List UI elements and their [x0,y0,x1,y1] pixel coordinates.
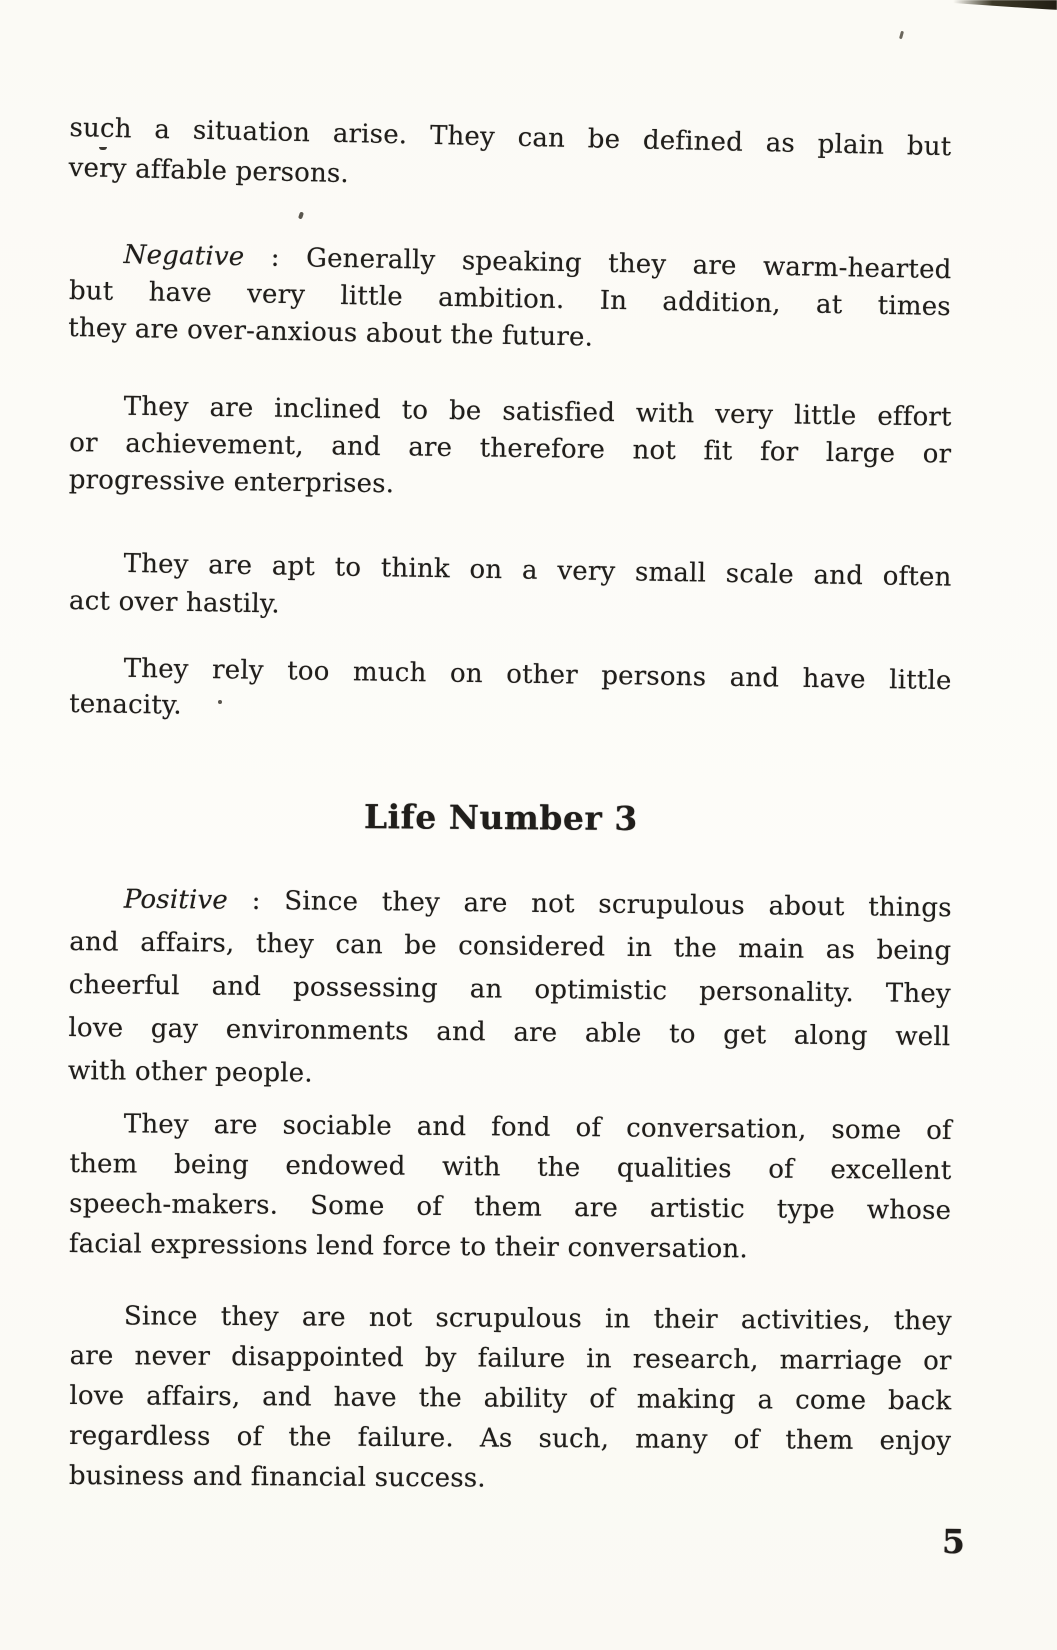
paragraph-line: regardless of the failure. As such, many of them enjoy [69,1420,952,1457]
paragraph-line: They rely too much on other persons and have little [123,653,952,697]
paragraph-line: They are apt to think on a very small scale and often [123,548,952,593]
paragraph-line: act over hastily. [68,585,281,620]
paragraph-line: or achievement, and are therefore not fit for large or [69,427,952,470]
paragraph-line: business and financial success. [68,1460,486,1494]
paragraph-lead-italic: Positive [123,884,229,916]
paragraph-line: they are over-anxious about the future. [68,312,594,353]
paragraph-line: love gay environments and are able to get along well [68,1012,951,1053]
paragraph-line: love affairs, and have the ability of making a come back [69,1380,952,1417]
paragraph-line: cheerful and possessing an optimistic personality. They [68,969,951,1010]
paragraph [69,1104,952,1271]
paragraph-line: them being endowed with the qualities of excellent [69,1148,952,1186]
paragraph [69,650,952,735]
paragraph-line-text: : Generally speaking they are warm-hearted [244,242,952,286]
paragraph-line: progressive enterprises. [68,464,395,500]
paragraph-line: but have very little ambition. In addition, at times [68,275,952,323]
page-number: 5 [941,1521,966,1562]
paragraph-line: facial expressions lend force to their conversation. [68,1228,748,1265]
paragraph-negative [68,236,952,363]
paragraph-line: and affairs, they can be considered in the main as being [69,926,952,967]
paragraph-line: with other people. [67,1055,313,1089]
paragraph [69,388,952,511]
paragraph-lead-italic: Negative [123,239,245,273]
paragraph-line: tenacity. [68,688,183,721]
paragraph-line: Since they are not scrupulous in their activities, they [123,1301,952,1337]
paragraph [69,544,952,635]
scan-edge-artifact [949,0,1057,10]
scan-speck [899,31,904,40]
paragraph-positive [68,878,952,1102]
paragraph-line: They are sociable and fond of conversation, some of [123,1109,952,1146]
scan-speck [298,212,304,220]
section-heading: Life Number 3 [363,797,638,839]
paragraph-line: very affable persons. [68,152,350,190]
paragraph-carryover [68,108,952,207]
paragraph-line: speech-makers. Some of them are artistic type whose [69,1188,952,1226]
paragraph-line: are never disappointed by failure in research, marriage or [69,1340,952,1377]
paragraph-line: such a situation arise. They can be defined as plain but [69,112,952,163]
paragraph-line: They are inclined to be satisfied with very little effort [123,391,952,433]
paragraph-line-text: : Since they are not scrupulous about things [227,885,952,924]
paragraph [69,1296,952,1501]
